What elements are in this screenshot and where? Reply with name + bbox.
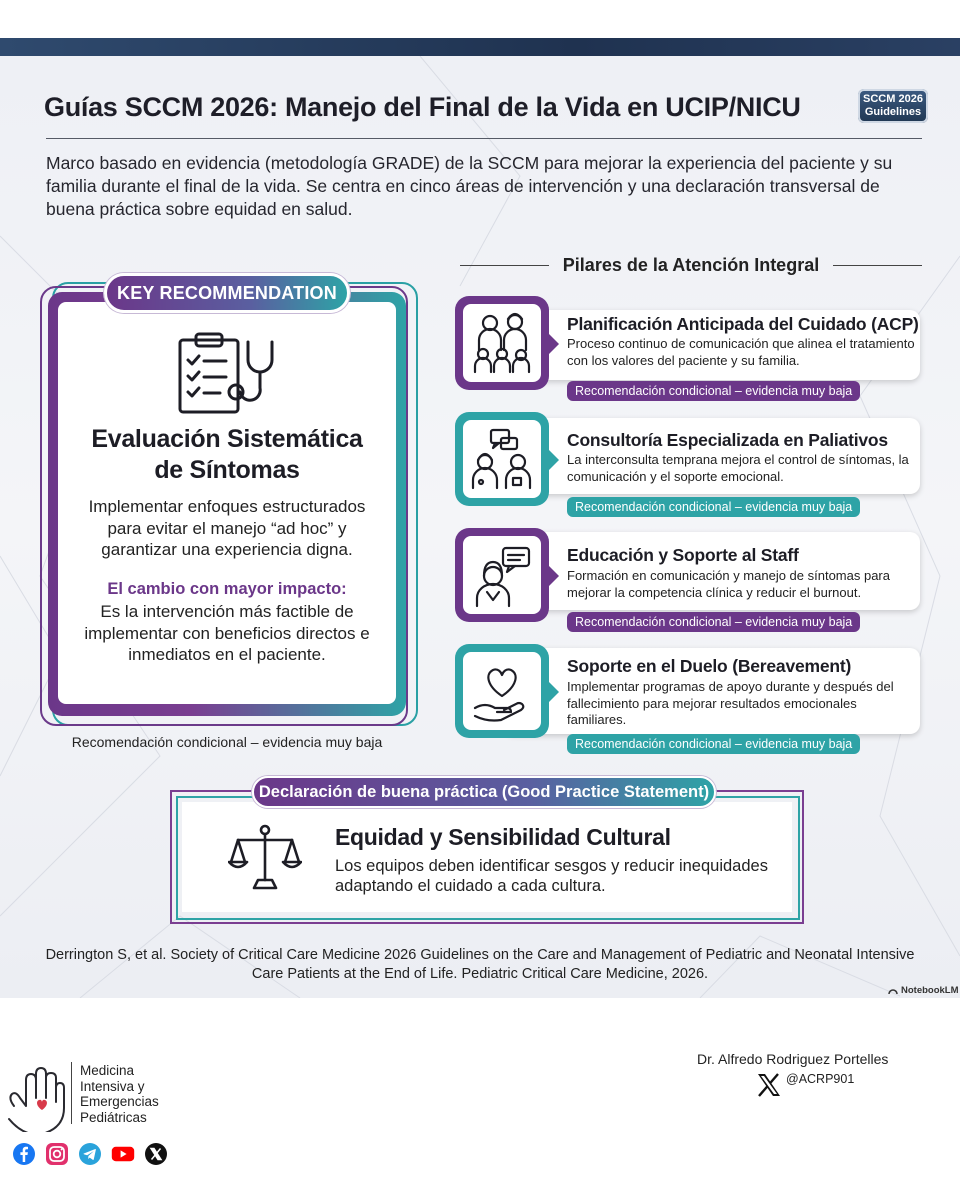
pillars-heading-text: Pilares de la Atención Integral: [562, 254, 820, 275]
x-handle[interactable]: [756, 1072, 854, 1098]
heart-hand-icon: [463, 652, 541, 730]
x-icon[interactable]: [144, 1142, 168, 1166]
pillar-icon-box-bereavement: [455, 644, 549, 738]
pillar-evidence-tag: Recomendación condicional – evidencia muy baja: [567, 734, 860, 754]
badge-line-2: Guidelines: [864, 106, 922, 118]
pillar-icon-box-acp: [455, 296, 549, 390]
key-title: [58, 424, 396, 486]
key-impact-title: El cambio con mayor impacto:: [107, 580, 347, 598]
x-logo-icon: [756, 1072, 782, 1098]
pillar-evidence-tag: Recomendación condicional – evidencia muy baja: [567, 497, 860, 517]
pillar-title: Planificación Anticipada del Cuidado (ACP): [567, 314, 919, 334]
pillar-title: Soporte en el Duelo (Bereavement): [567, 656, 852, 676]
telegram-icon[interactable]: [78, 1142, 102, 1166]
clipboard-stethoscope-icon: [176, 330, 280, 416]
key-title-line-2: de Síntomas: [154, 456, 300, 484]
page-title: Guías SCCM 2026: Manejo del Final de la Vida en UCIP/NICU: [44, 92, 801, 122]
key-description: Implementar enfoques estructurados para evitar el manejo “ad hoc” y garantizar una experiencia digna.: [88, 497, 366, 559]
hand-heart-logo-icon: [6, 1066, 70, 1132]
org-name: [80, 1063, 159, 1125]
notebooklm-label: NotebookLM: [901, 985, 959, 996]
org-name-line-1: Medicina: [80, 1063, 135, 1078]
logo-divider: [71, 1062, 72, 1124]
heading-rule-left: [460, 265, 549, 266]
top-banner-bar: [0, 38, 960, 56]
pillar-icon-box-palliative: [455, 412, 549, 506]
guidelines-badge: [858, 89, 928, 123]
clinicians-consult-icon: [463, 420, 541, 498]
x-handle-text: @ACRP901: [786, 1072, 855, 1086]
pillar-evidence-tag: Recomendación condicional – evidencia muy baja: [567, 612, 860, 632]
family-icon: [463, 304, 541, 382]
heading-rule-right: [833, 265, 922, 266]
staff-speech-icon: [463, 536, 541, 614]
facebook-icon[interactable]: [12, 1142, 36, 1166]
instagram-icon[interactable]: [45, 1142, 69, 1166]
author-name: Dr. Alfredo Rodriguez Portelles: [697, 1051, 889, 1067]
balance-scale-icon: [228, 822, 302, 894]
social-links: [12, 1142, 168, 1166]
pillars-heading: [460, 254, 922, 276]
youtube-icon[interactable]: [111, 1142, 135, 1166]
notebooklm-watermark: [888, 985, 959, 996]
good-practice-title: Equidad y Sensibilidad Cultural: [335, 824, 671, 850]
pillar-description: La interconsulta temprana mejora el control de síntomas, la comunicación y el soporte emocional.: [567, 452, 909, 484]
key-title-line-1: Evaluación Sistemática: [91, 425, 363, 453]
org-name-line-3: Emergencias: [80, 1094, 159, 1109]
key-impact-description: Es la intervención más factible de implementar con beneficios directos e inmediatos en el paciente.: [84, 602, 370, 664]
pillar-description: Proceso continuo de comunicación que alinea el tratamiento con los valores del paciente y su familia.: [567, 336, 915, 368]
good-practice-description: Los equipos deben identificar sesgos y reducir inequidades adaptando el cuidado a cada cultura.: [335, 857, 768, 895]
pillar-description: Implementar programas de apoyo durante y después del fallecimiento para mejorar resultados emocionales familiares.: [567, 679, 894, 727]
pillar-icon-box-staff: [455, 528, 549, 622]
org-name-line-4: Pediátricas: [80, 1109, 147, 1125]
pillar-title: Consultoría Especializada en Paliativos: [567, 430, 888, 450]
org-name-line-2: Intensiva y: [80, 1078, 145, 1094]
badge-line-1: SCCM 2026: [863, 93, 923, 105]
title-divider: [46, 138, 922, 139]
key-recommendation-label: KEY RECOMMENDATION: [104, 273, 350, 313]
key-evidence-note: Recomendación condicional – evidencia muy baja: [71, 734, 383, 750]
citation: Derrington S, et al. Society of Critical Care Medicine 2026 Guidelines on the Care and Management of Pediatric and Neonatal Intensive Care Patients at the End of Life. Pediatric Critical Care Medicine, 2026.: [45, 947, 915, 982]
good-practice-label: Declaración de buena práctica (Good Practice Statement): [252, 776, 716, 808]
pillar-title: Educación y Soporte al Staff: [567, 545, 799, 565]
pillar-evidence-tag: Recomendación condicional – evidencia muy baja: [567, 381, 860, 401]
notebooklm-icon: [888, 987, 898, 995]
pillar-description: Formación en comunicación y manejo de síntomas para mejorar la competencia clínica y reducir el burnout.: [567, 568, 890, 600]
intro-paragraph: Marco basado en evidencia (metodología GRADE) de la SCCM para mejorar la experiencia del paciente y su familia durante el final de la vida. Se centra en cinco áreas de intervención y una declaración transversal de buena práctica sobre equidad en salud.: [46, 153, 893, 219]
